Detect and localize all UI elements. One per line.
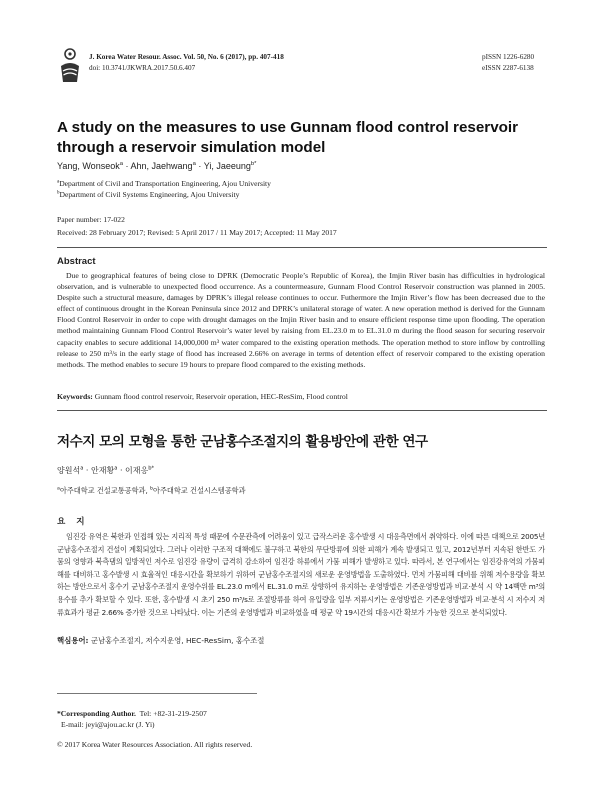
copyright-notice: © 2017 Korea Water Resources Association. All rights reserved. — [57, 740, 253, 749]
author-mark: a — [114, 465, 118, 472]
affiliations — [57, 178, 271, 200]
keywords — [57, 392, 348, 401]
keywords-label: Keywords: — [57, 392, 93, 401]
author-name: Ahn, Jaehwang — [130, 161, 193, 171]
journal-logo-icon — [57, 44, 83, 84]
korean-abstract-body: 임진강 유역은 북한과 인접해 있는 지리적 특성 때문에 수문관측에 어려움이 있고 급작스러운 홍수발생 시 대응측면에서 취약하다. 이에 따른 대책으로 2005년 군남홍수조절지 건설이 계획되었다. 그러나 이러한 구조적 대책에도 불구하고 북한의 무단방류에 의한 피해가 계속 발생되고 있고, 2012년부터 지속된 한반도 가뭄의 영향과 북측댐의 일방적인 저수로 임진강 유량이 급격히 감소하여 임진강 하류에서 가뭄 피해가 발생하고 있다. 따라서, 본 연구에서는 임진강유역의 가뭄피해를 대비하고 홍수발생 시 효율적인 대응시간을 확보하기 위하여 군남홍수조절지의 새로운 운영방법을 도출하였다. 먼저 가뭄피해 대비를 위해 저수용량을 확보하는 방안으로서 홍수기 군남홍수조절지 운영수위를 EL.23.0 m에서 EL.31.0 m로 상향하여 유지하는 운영방법은 기존운영방법과 비교·분석 시 약 14백만 m³의 용수를 추가 확보할 수 있다. 또한, 홍수발생 시 초기 250 m³/s로 조절방류를 하여 유입량을 일부 저류시키는 운영방법은 기존운영방법과 비교·분석 시 저수지 저류효과가 평균 2.66% 증가한 것으로 나타났다. 이는 기존의 운영방법과 비교하였을 때 평균 약 19시간의 대응시간 확보가 가능한 것으로 분석되었다. — [57, 532, 545, 617]
paper-history — [57, 214, 337, 239]
author-name: 안재황 — [91, 466, 115, 475]
abstract-body: Due to geographical features of being close to DPRK (Democratic People’s Republic of Korea), the Imjin River basin has difficulties in hydrological observation, and is vulnerable to unexpected flood occurrence. As a countermeasure, Gunnam Flood Control Reservoir construction was planned in 2005. Despite such a structural measure, damages by DPRK’s illegal release continues to occur. Futhermore the Imjin River’s flow has been decreased due to the effect of continuous drought in the Korean Peninsula since 2012 and DPRK’s unilateral storage of water. A new operation method is derived for the Gunnam Flood Control Reservoir in order to cope with drought damages on the Imjin River basin and to ensure efficient response time upon flooding. The operation method maintaining Gunnam Flood Control Reservoir’s water level by raising from EL.23.0 m to EL.31.0 m during the flood season for securing reservoir capacity enables to secure additional 14,000,000 m³ water compared to the existing operation methods. The operation method to store inflow by controlling release to 250 m³/s in the early stage of flood has increased 2.66% on average in terms of detention effect of reservoir compared to the existing operation methods. The method enables to secure 19 hours to prepare flood compared to the existing methods. — [57, 271, 545, 369]
corresponding-label: *Corresponding Author. — [57, 709, 136, 718]
doi-link[interactable]: doi: 10.3741/JKWRA.2017.50.6.407 — [89, 64, 196, 72]
author-mark: a — [192, 161, 196, 167]
keywords-text: Gunnam flood control reservoir, Reservoir operation, HEC-ResSim, Flood control — [94, 392, 348, 401]
author-mark: a — [119, 161, 123, 167]
author-name: 양원석 — [57, 466, 81, 475]
top-divider — [57, 247, 547, 248]
author-separator: · — [119, 466, 123, 475]
author-separator: · — [198, 161, 202, 171]
journal-citation: J. Korea Water Resour. Assoc. Vol. 50, No. 6 (2017), pp. 407-418 — [89, 53, 284, 61]
korean-keywords — [57, 635, 264, 646]
author-mark: b* — [148, 465, 155, 472]
author-mark: b* — [250, 161, 257, 167]
abstract-heading: Abstract — [57, 256, 96, 267]
author-name: 이재응 — [125, 466, 149, 475]
korean-author-list — [57, 465, 154, 476]
corresponding-tel: Tel: +82-31-219-2507 — [139, 709, 207, 718]
pissn: pISSN 1226-6280 — [482, 53, 535, 61]
paper-title: A study on the measures to use Gunnam flood control reservoir through a reservoir simulation model — [57, 119, 519, 156]
author-list — [57, 161, 256, 171]
paper-number: Paper number: 17-022 — [57, 215, 125, 224]
middle-divider — [57, 410, 547, 411]
author-mark: a — [80, 465, 84, 472]
affiliation-b: $^b$Department of Civil Systems Engineering, Ajou University — [57, 190, 240, 199]
korean-affiliations: $^a$아주대학교 건설교통공학과, $^b$아주대학교 건설시스템공학과 — [57, 486, 246, 495]
corresponding-email[interactable]: E-mail: jeyi@ajou.ac.kr (J. Yi) — [61, 720, 155, 729]
author-separator: · — [125, 161, 129, 171]
corresponding-author — [57, 708, 207, 730]
footnote-divider — [57, 693, 257, 694]
korean-abstract-heading: 요 지 — [57, 517, 89, 527]
korean-keywords-text: 군남홍수조절지, 저수지운영, HEC-ResSim, 홍수조절 — [90, 636, 265, 645]
author-name: Yang, Wonseok — [57, 161, 120, 171]
affiliation-a: $^a$Department of Civil and Transportation Engineering, Ajou University — [57, 179, 271, 188]
author-separator: · — [85, 466, 89, 475]
issn-block — [482, 52, 534, 74]
korean-title: 저수지 모의 모형을 통한 군남홍수조절지의 활용방안에 관한 연구 — [57, 434, 428, 450]
received-dates: Received: 28 February 2017; Revised: 5 April 2017 / 11 May 2017; Accepted: 11 May 2017 — [57, 227, 337, 237]
korean-keywords-label: 핵심용어: — [57, 636, 89, 645]
journal-header — [89, 52, 284, 74]
author-name: Yi, Jaeeung — [203, 161, 251, 171]
eissn: eISSN 2287-6138 — [482, 64, 534, 72]
